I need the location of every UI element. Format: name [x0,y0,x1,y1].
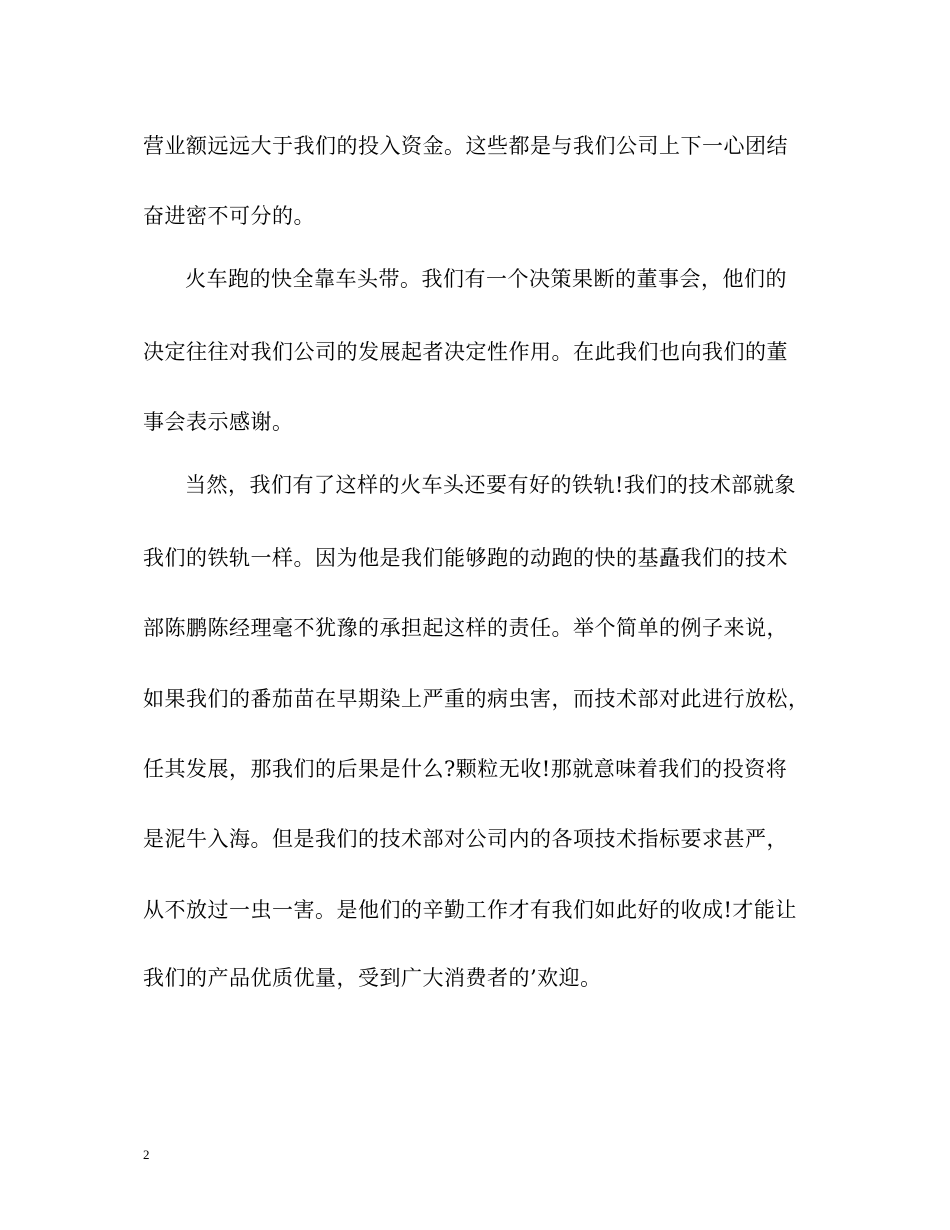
paragraph-line: 我们的铁轨一样。因为他是我们能够跑的动跑的快的基矗我们的技术 [143,546,788,570]
paragraph-line: 当然，我们有了这样的火车头还要有好的铁轨!我们的技术部就象 [185,473,796,497]
paragraph-line: 火车跑的快全靠车头带。我们有一个决策果断的董事会，他们的 [185,267,787,291]
paragraph-line: 是泥牛入海。但是我们的技术部对公司内的各项技术指标要求甚严， [143,827,788,851]
paragraph-line: 营业额远远大于我们的投入资金。这些都是与我们公司上下一心团结 [143,134,788,158]
paragraph-line: 我们的产品优质优量，受到广大消费者的’欢迎。 [143,966,602,990]
paragraph-line: 如果我们的番茄苗在早期染上严重的病虫害，而技术部对此进行放松， [143,687,810,711]
paragraph-line: 部陈鹏陈经理毫不犹豫的承担起这样的责任。举个简单的例子来说， [143,616,788,640]
paragraph-line: 任其发展，那我们的后果是什么?颗粒无收!那就意味着我们的投资将 [143,757,788,781]
paragraph-line: 奋进密不可分的。 [143,204,315,228]
paragraph-line: 事会表示感谢。 [143,410,294,434]
page-number: 2 [143,1147,150,1162]
paragraph-line: 决定往往对我们公司的发展起者决定性作用。在此我们也向我们的董 [143,340,788,364]
paragraph-line: 从不放过一虫一害。是他们的辛勤工作才有我们如此好的收成!才能让 [143,898,797,922]
